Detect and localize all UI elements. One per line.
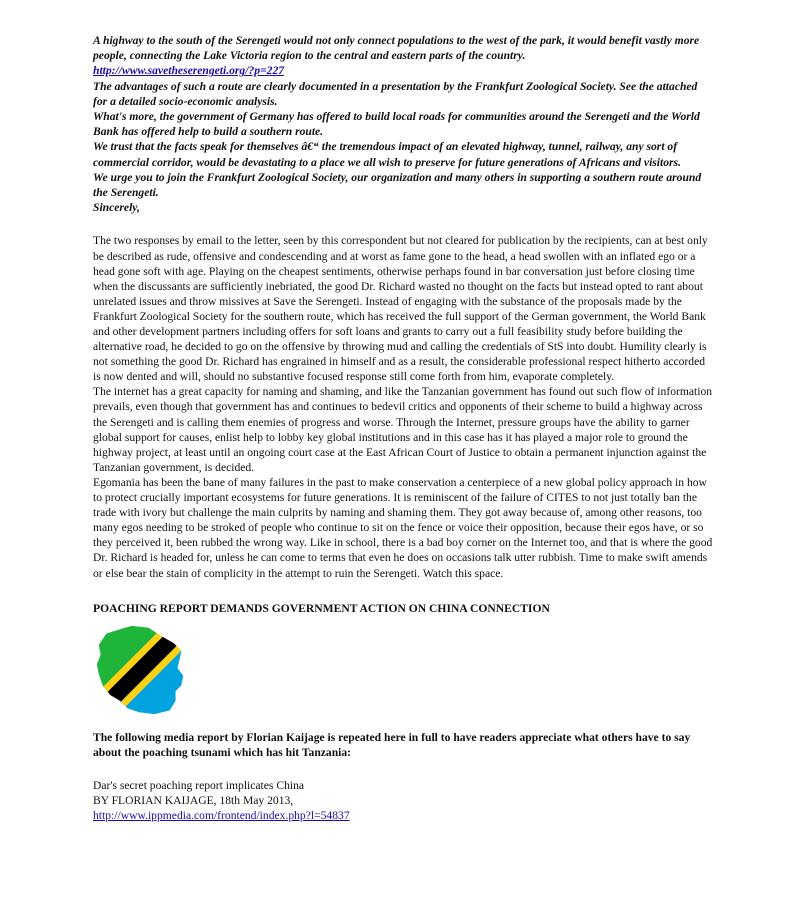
document-page <box>93 33 713 823</box>
report-citation <box>93 778 713 823</box>
report-byline: BY FLORIAN KAIJAGE, 18th May 2013, <box>93 794 294 808</box>
quoted-letter <box>93 33 713 215</box>
report-intro: The following media report by Florian Kaijage is repeated here in full to have readers appreciate what others have to say about the poaching tsunami which has hit Tanzania: <box>93 730 691 759</box>
tanzania-flag-map-icon <box>93 622 189 718</box>
letter-paragraph: A highway to the south of the Serengeti would not only connect populations to the west of the park, it would benefit vastly more people, connecting the Lake Victoria region to the central and eastern parts of the country. <box>93 34 700 63</box>
body-paragraph: Egomania has been the bane of many failures in the past to make conservation a centerpiece of a new global policy approach in how to protect crucially important ecosystems for future generations. It is reminiscent of the failure of CITES to not just totally ban the trade with ivory but challenge the main culprits by naming and shaming them. They got away because of, among other reasons, too many egos needing to be stroked of people who continue to sit on the fence or voice their opposition, because their egos have, or so they perceived it, been rubbed the wrong way. Like in school, there is a bad boy corner on the Internet too, and that is where the good Dr. Richard is headed for, unless he can come to terms that even he does on occasions talk utter rubbish. Time to make swift amends or else bear the stain of complicity in the attempt to ruin the Serengeti. Watch this space. <box>93 475 713 580</box>
body-paragraph: The internet has a great capacity for naming and shaming, and like the Tanzanian government has found out such flow of information prevails, even though that government has and continues to bedevil critics and opponents of their scheme to build a highway across the Serengeti and is calling them enemies of progress and worse. Through the Internet, pressure groups have the ability to garner global support for causes, enlist help to lobby key global institutions and in this case has it has played a major role to ground the highway project, at least until an ongoing court case at the East African Court of Justice to obtain a permanent injunction against the Tanzanian government, is decided. <box>93 385 713 474</box>
letter-paragraph: We urge you to join the Frankfurt Zoological Society, our organization and many others in supporting a southern route around the Serengeti. <box>93 170 702 200</box>
savetheserengeti-link[interactable]: http://www.savetheserengeti.org/?p=227 <box>93 64 285 78</box>
article-body <box>93 233 713 580</box>
letter-link-line <box>93 63 713 78</box>
letter-paragraph: What's more, the government of Germany has offered to build local roads for communities around the Serengeti and the World Bank has offered help to build a southern route. <box>93 110 700 139</box>
letter-paragraph: The advantages of such a route are clearly documented in a presentation by the Frankfurt Zoological Society. See the attached for a detailed socio-economic analysis. <box>93 79 698 108</box>
report-title: Dar's secret poaching report implicates China <box>93 779 305 792</box>
section-heading: POACHING REPORT DEMANDS GOVERNMENT ACTION ON CHINA CONNECTION <box>93 601 550 615</box>
letter-signoff: Sincerely, <box>93 201 140 215</box>
body-paragraph: The two responses by email to the letter, seen by this correspondent but not cleared for publication by the recipients, can at best only be described as rude, offensive and condescending and at worst as fame gone to the head, a head swollen with an inflated ego or a head gone soft with age. Playing on the cheapest sentiments, otherwise perhaps found in bar conversation just before closing time when the discussants are sufficiently inebriated, the good Dr. Richard wasted no thought on the facts but instead opted to rant about unrelated issues and throw missives at Save the Serengeti. Instead of engaging with the substance of the proposals made by the Frankfurt Zoological Society for the southern route, which has received the full support of the German government, the World Bank and other development partners including offers for soft loans and grants to carry out a full feasibility study before building the alternative road, he decided to go on the offensive by throwing mud and calling the credentials of StS into doubt. Humility clearly is not something the good Dr. Richard has engrained in himself and as a result, the considerable professional respect hitherto accorded is now dented and will, should no substantive focused response still come forth from him, evaporate completely. <box>93 234 708 384</box>
ippmedia-link[interactable]: http://www.ippmedia.com/frontend/index.php?l=54837 <box>93 809 350 823</box>
letter-paragraph: We trust that the facts speak for themselves â€“ the tremendous impact of an elevated highway, tunnel, railway, any sort of commercial corridor, would be devastating to a place we all wish to preserve for future generations of Africans and visitors. <box>93 140 681 169</box>
report-link-line <box>93 808 713 823</box>
